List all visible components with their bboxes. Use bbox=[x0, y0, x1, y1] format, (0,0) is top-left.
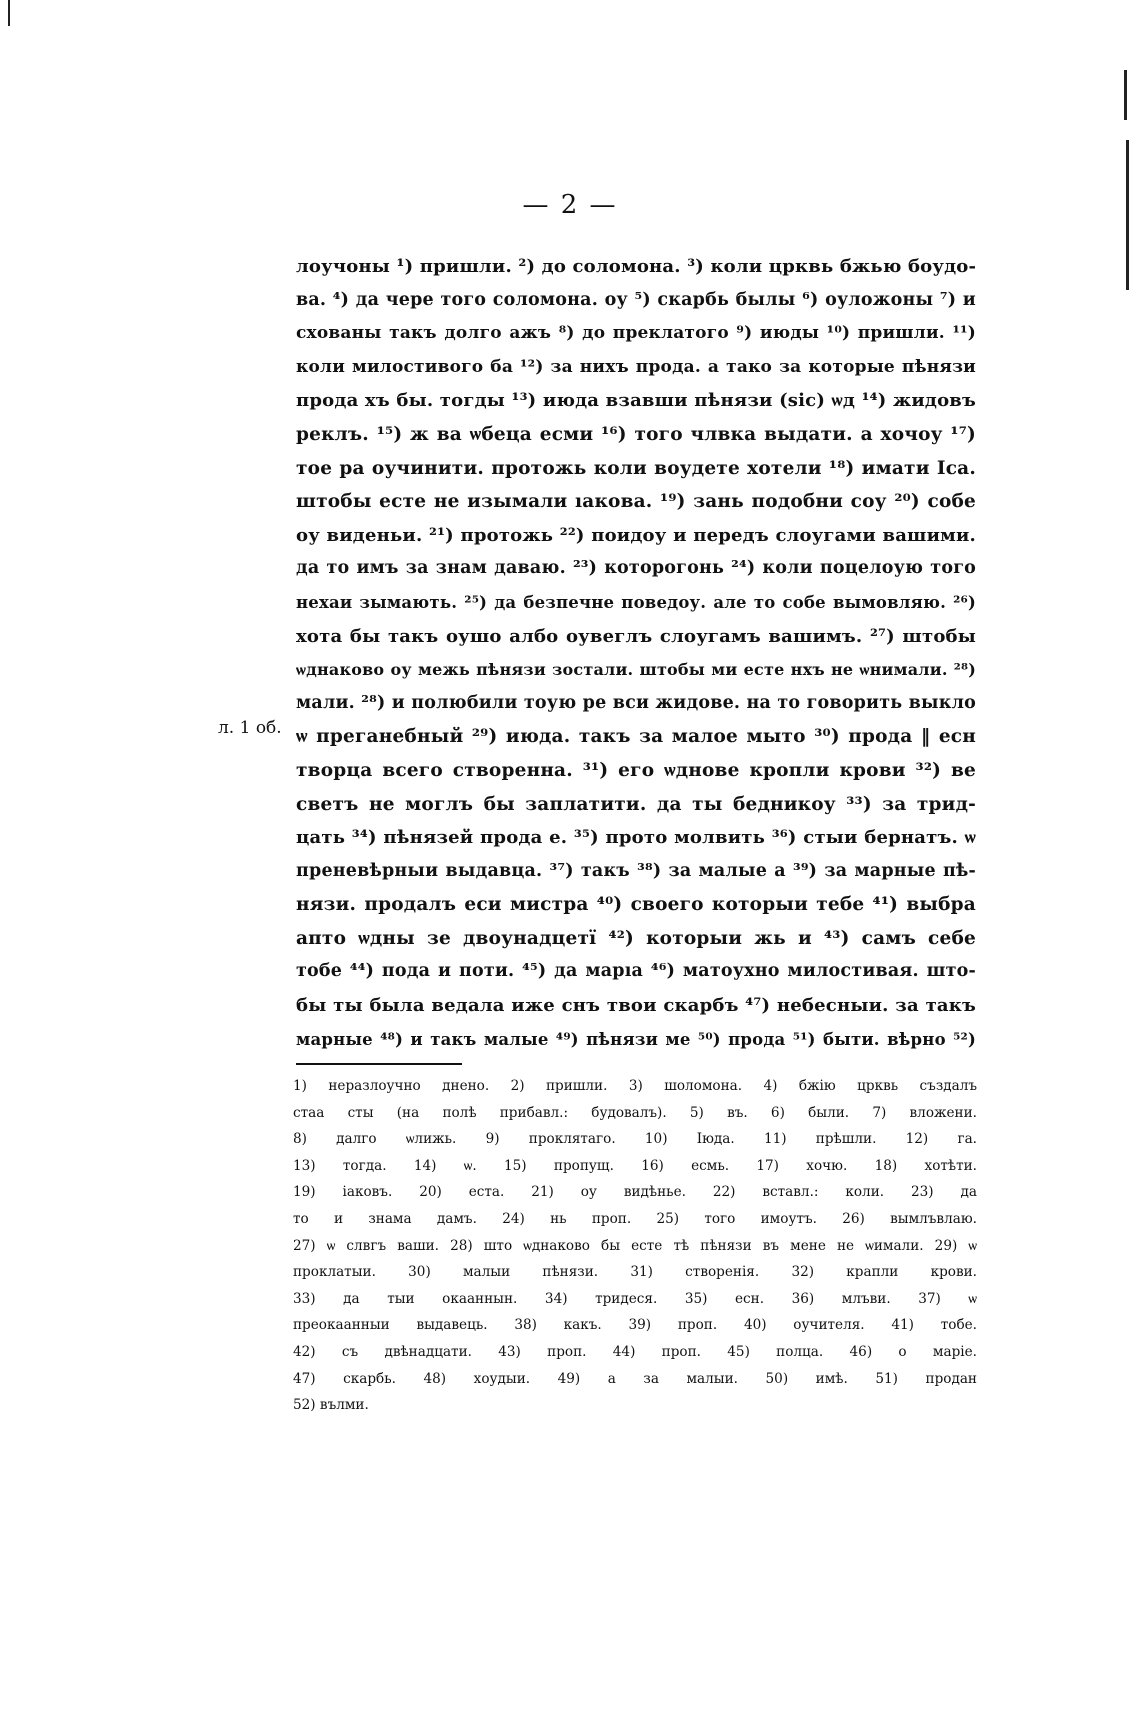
body-line: да то имъ за знам даваю. ²³) которогонь ²⁴) коли поцелоую того bbox=[296, 558, 976, 579]
body-text bbox=[296, 250, 976, 1056]
body-line: оу виденьи. ²¹) протожь ²²) поидоу и передъ слоугами вашими. bbox=[296, 524, 976, 546]
margin-note: л. 1 об. bbox=[218, 718, 282, 738]
body-line: светъ не моглъ бы заплатити. да ты бедникоу ³³) за трид- bbox=[296, 793, 976, 815]
footnote-line: преокаанныи выдавець. 38) какъ. 39) проп. 40) оучителя. 41) тобе. bbox=[293, 1317, 977, 1334]
body-line: лоучоны ¹) пришли. ²) до соломона. ³) коли црквь бжью боудо- bbox=[296, 256, 977, 277]
footnote-line: 52) вълми. bbox=[293, 1397, 369, 1414]
body-line: нязи. продалъ еси мистра ⁴⁰) своего которыи тебе ⁴¹) выбра bbox=[296, 894, 976, 916]
body-line: нехаи зымають. ²⁵) да безпечне поведоу. але то собе вымовляю. ²⁶) bbox=[296, 592, 976, 612]
body-line: коли милостивого ба ¹²) за нихъ прода. а тако за которые пѣнязи bbox=[296, 356, 976, 377]
footnote-line: 13) тогда. 14) ѡ. 15) пропущ. 16) есмь. 17) хочю. 18) хотѣти. bbox=[293, 1157, 977, 1174]
footnote-rule bbox=[296, 1063, 462, 1065]
body-line: ѡднаково оу межь пѣнязи зостали. штобы ми есте нхъ не ѡнимали. ²⁸) bbox=[296, 660, 976, 680]
scan-edge-mark-top bbox=[8, 0, 10, 26]
scan-edge-mark-right bbox=[1124, 70, 1127, 120]
footnotes bbox=[293, 1073, 977, 1419]
body-line: цать ³⁴) пѣнязей прода е. ³⁵) прото молвить ³⁶) стыи бернатъ. ѡ bbox=[296, 827, 976, 849]
footnote-line: 19) іаковъ. 20) еста. 21) оу видѣнье. 22) вставл.: коли. 23) да bbox=[293, 1184, 977, 1201]
body-line: марные ⁴⁸) и такъ малые ⁴⁹) пѣнязи ме ⁵⁰) прода ⁵¹) быти. вѣрно ⁵²) bbox=[296, 1029, 976, 1049]
body-line: преневѣрныи выдавца. ³⁷) такъ ³⁸) за малые а ³⁹) за марные пѣ- bbox=[296, 860, 976, 881]
body-line: апто ѡдны зе двоунадцетї ⁴²) которыи жь и ⁴³) самъ себе bbox=[296, 927, 976, 949]
body-line: тобе ⁴⁴) пода и поти. ⁴⁵) да марıа ⁴⁶) матоухно милостивая. што- bbox=[296, 961, 976, 982]
body-line: штобы есте не изымали ıакова. ¹⁹) зань подобни соу ²⁰) собе bbox=[296, 491, 976, 513]
body-line: прода хъ бы. тогды ¹³) июда взавши пѣнязи (sic) ѡд ¹⁴) жидовъ bbox=[296, 390, 976, 412]
footnote-line: стаа сты (на полѣ прибавл.: будовалъ). 5) въ. 6) были. 7) вложени. bbox=[293, 1104, 977, 1121]
body-line: тое ра оучинити. протожь коли воудете хотели ¹⁸) имати Іса. bbox=[296, 457, 976, 479]
body-line: творца всего створенна. ³¹) его ѡднове кропли крови ³²) ве bbox=[296, 759, 976, 781]
page-number: — 2 — bbox=[522, 190, 618, 220]
body-line: хота бы такъ оушо албо оувеглъ слоугамъ вашимъ. ²⁷) штобы bbox=[296, 625, 976, 647]
body-line: ва. ⁴) да чере того соломона. оу ⁵) скарбь былы ⁶) оуложоны ⁷) и bbox=[296, 289, 976, 310]
body-line: реклъ. ¹⁵) ж ва ѡбеца есми ¹⁶) того члвка выдати. а хочоу ¹⁷) bbox=[296, 423, 976, 445]
body-line: бы ты была ведала иже снъ твои скарбъ ⁴⁷) небесныи. за такъ bbox=[296, 995, 976, 1017]
body-line: мали. ²⁸) и полюбили тоую ре вси жидове. на то говорить выкло bbox=[296, 692, 976, 713]
footnote-line: проклатыи. 30) малыи пѣнязи. 31) створенія. 32) крапли крови. bbox=[293, 1264, 977, 1281]
footnote-line: 27) ѡ слвгъ ваши. 28) што ѡднаково бы есте тѣ пѣнязи въ мене не ѡимали. 29) ѡ bbox=[293, 1237, 977, 1254]
footnote-line: 47) скарбь. 48) хоудыи. 49) а за малыи. 50) имѣ. 51) продан bbox=[293, 1370, 977, 1387]
footnote-line: 1) неразлоучно днено. 2) пришли. 3) шоломона. 4) бжію црквь създалъ bbox=[293, 1078, 977, 1094]
footnote-line: 8) далго ѡлижь. 9) проклятаго. 10) Іюда. 11) прѣшли. 12) га. bbox=[293, 1131, 977, 1148]
footnote-line: то и знама дамъ. 24) нь проп. 25) того имоутъ. 26) вымлъвлаю. bbox=[293, 1210, 977, 1227]
footnote-line: 42) съ двѣнадцати. 43) проп. 44) проп. 45) полца. 46) о маріе. bbox=[293, 1343, 977, 1360]
footnote-line: 33) да тыи окааннын. 34) тридеся. 35) есн. 36) млъви. 37) ѡ bbox=[293, 1290, 977, 1307]
body-line: ѡ преганебный ²⁹) июда. такъ за малое мыто ³⁰) прода ‖ есн bbox=[296, 726, 976, 748]
body-line: схованы такъ долго ажъ ⁸) до преклатого ⁹) июды ¹⁰) пришли. ¹¹) bbox=[296, 323, 976, 344]
